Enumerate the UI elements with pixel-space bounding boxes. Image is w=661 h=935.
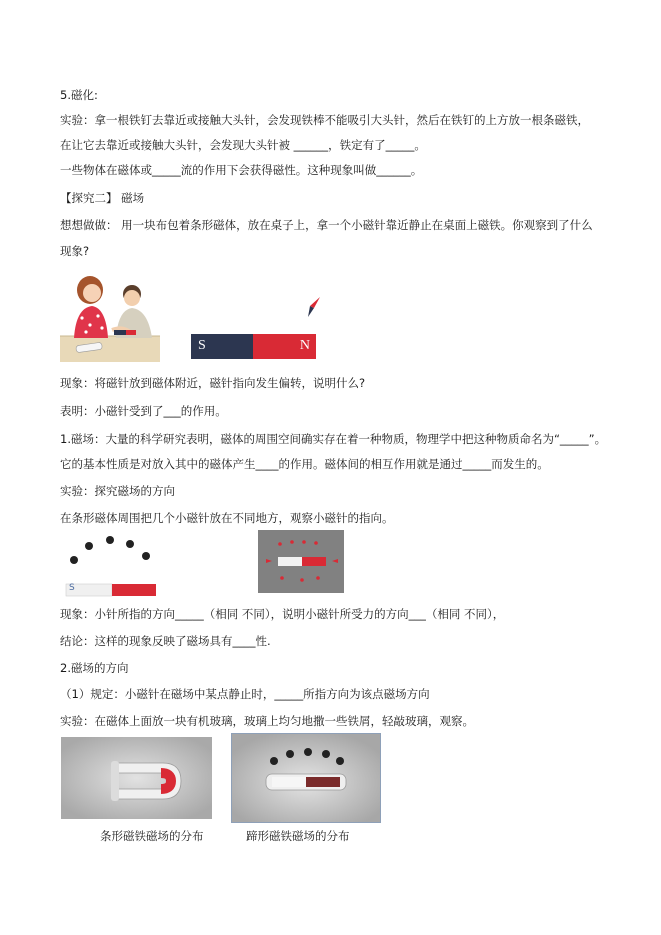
text-line: 想想做做： 用一块布包着条形磁体，放在桌子上，拿一个小磁针靠近静止在桌面上磁铁。你观察到了什么: [60, 218, 593, 232]
people-experiment-illustration: [60, 270, 160, 362]
text-line: 结论：这样的现象反映了磁场具有____性.: [60, 634, 271, 648]
compass-needle-icon: [300, 295, 322, 319]
bar-magnet: [191, 334, 316, 359]
text-line: （1）规定：小磁针在磁场中某点静止时，_____所指方向为该点磁场方向: [60, 687, 430, 701]
text-line: 现象：小针所指的方向_____（相同 不同），说明小磁针所受力的方向___（相同 不同），: [60, 607, 505, 621]
text-line: 实验：探究磁场的方向: [60, 484, 175, 498]
bar-magnet-north-half: [253, 334, 316, 359]
compasses-magnet-photo: [258, 530, 344, 593]
text-line: 实验：拿一根铁钉去靠近或接触大头针，会发现铁棒不能吸引大头针，然后在铁钉的上方放一根条磁铁，: [60, 113, 589, 127]
horseshoe-iron-filings-photo: [61, 737, 212, 819]
text-line: 在条形磁体周围把几个小磁针放在不同地方，观察小磁针的指向。: [60, 511, 394, 525]
bar-magnet-south-half: [191, 334, 253, 359]
magnetic-field-definition: 1.磁场：大量的科学研究表明，磁体的周围空间确实存在着一种物质，物理学中把这种物质命名为“_____”。: [60, 432, 607, 446]
section-title-field-direction: 2.磁场的方向: [60, 661, 129, 675]
text-line: 在让它去靠近或接触大头针，会发现大头针被 ______，铁定有了_____。: [60, 138, 426, 152]
bar-magnet-north-label: N: [299, 338, 310, 353]
text-line: 实验：在磁体上面放一块有机玻璃，玻璃上均匀地撒一些铁屑，轻敲玻璃，观察。: [60, 714, 474, 728]
compasses-around-magnet-figure: [62, 530, 162, 600]
caption-left-figure: 条形磁铁磁场的分布: [100, 829, 204, 843]
text-line: 现象?: [60, 244, 90, 258]
text-line: 它的基本性质是对放入其中的磁体产生____的作用。磁体间的相互作用就是通过_____而发生的。: [60, 457, 549, 471]
bar-iron-filings-photo: [231, 733, 381, 823]
section-title-magnetization: 5.磁化:: [60, 88, 98, 102]
text-line: 表明：小磁针受到了___的作用。: [60, 404, 227, 418]
text-line: 一些物体在磁体或_____流的作用下会获得磁性。这种现象叫做______。: [60, 163, 423, 177]
bar-magnet-south-label: S: [198, 338, 206, 353]
small-bar-south-label: S: [69, 583, 75, 593]
section-heading-explore-two: 【探究二】 磁场: [60, 191, 145, 205]
text-line: 现象：将磁针放到磁体附近，磁针指向发生偏转，说明什么?: [60, 376, 366, 390]
caption-right-figure: 蹄形磁铁磁场的分布: [246, 829, 350, 843]
